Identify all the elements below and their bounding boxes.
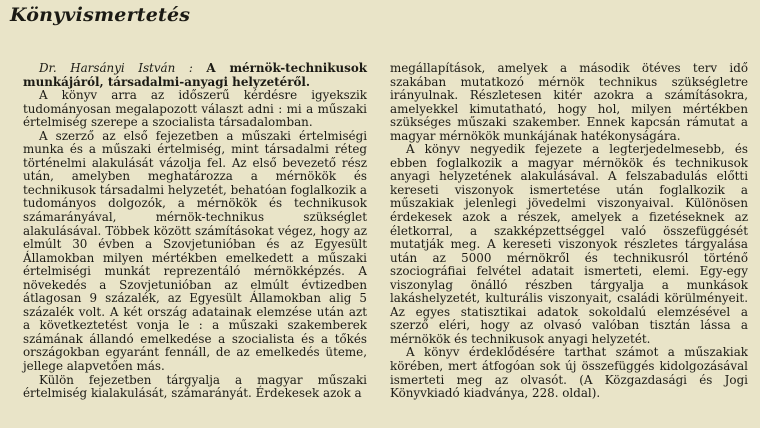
review-book-title: A mérnök-technikusok munkájáról, társadalmi-anyagi helyzetéről. [23,61,368,89]
right-paragraph-3: A könyv érdeklődésére tarthat számot a műszakiak körében, mert átfogóan sok új összefüggés kidolgozásával ismerteti meg az olvasót. (A Közgazdasági és Jogi Könyvkiadó kiadványa, 228. oldal). [390,345,748,401]
left-paragraph-3: Külön fejezetben tárgyalja a magyar műszaki értelmiség kialakulását, számarányát. Érdekesek azok a [23,372,367,401]
left-paragraph-2: A szerző az első fejezetben a műszaki értelmiségi munka és a műszaki értelmiség, mint társadalmi réteg történelmi alakulását vázolja fel. Az első bevezető rész után, amelyben meghatározza a mérnökök és technikusok társadalmi helyzetét, behatóan foglalkozik a tudományos dolgozók, a mérnökök és technikusok számarányával, mérnök-technikus szükséglet alakulásával. Többek között számításokat végez, hogy az elmúlt 30 évben a Szovjetunióban és az Egyesült Államokban milyen mértékben emelkedett a műszaki értelmiségi munkát reprezentáló mérnökképzés. A növekedés a Szovjetunióban az elmúlt évtizedben átlagosan 9 százalék, az Egyesült Államokban alig 5 százalék volt. A két ország adatainak elemzése után azt a következtetést vonja le : a műszaki szakemberek számának állandó emelkedése a szocialista és a tőkés országokban egyaránt fennáll, de az emelkedés üteme, jellege alapvetően más. [23,128,367,374]
left-column [23,62,367,401]
right-paragraph-2: A könyv negyedik fejezete a legterjedelmesebb, és ebben foglalkozik a magyar mérnökök és technikusok anyagi helyzetének alakulásával. A felszabadulás előtti kereseti viszonyok ismertetése után foglalkozik a műszakiak jelenlegi jövedelmi viszonyaival. Különösen érdekesek azok a részek, amelyek a fizetéseknek az életkorral, a szakképzettséggel való összefüggését mutatják meg. A kereseti viszonyok részletes tárgyalása után az 5000 mérnökről és technikusról történő szociográfiai felvétel adatait ismerteti, elemi. Egy-egy viszonylag önálló részben tárgyalja a munkások lakáshelyzetét, kulturális viszonyait, családi körülményeit. Az egyes statisztikai adatok sokoldalú elemzésével a szerző eléri, hogy az olvasó valóban tisztán lássa a mérnökök és technikusok anyagi helyzetét. [390,142,748,346]
right-column [390,62,748,401]
right-paragraph-1: megállapítások, amelyek a második ötéves terv idő szakában mutatkozó mérnök technikus szükségletre irányulnak. Részletesen kitér azokra a számításokra, amelyekkel kimutatható, hogy hol, milyen mértékben szükséges műszaki szakember. Ennek kapcsán rámutat a magyar mérnökök munkájának hatékonyságára. [390,61,748,143]
left-paragraph-1: A könyv arra az időszerű kérdésre igyekszik tudományosan megalapozott választ adni : mi a műszaki értelmiség szerepe a szocialista társadalomban. [23,88,367,130]
section-heading: Könyvismertetés [10,4,191,26]
review-author: Dr. Harsányi István : [39,61,193,75]
review-title-line [23,62,367,89]
